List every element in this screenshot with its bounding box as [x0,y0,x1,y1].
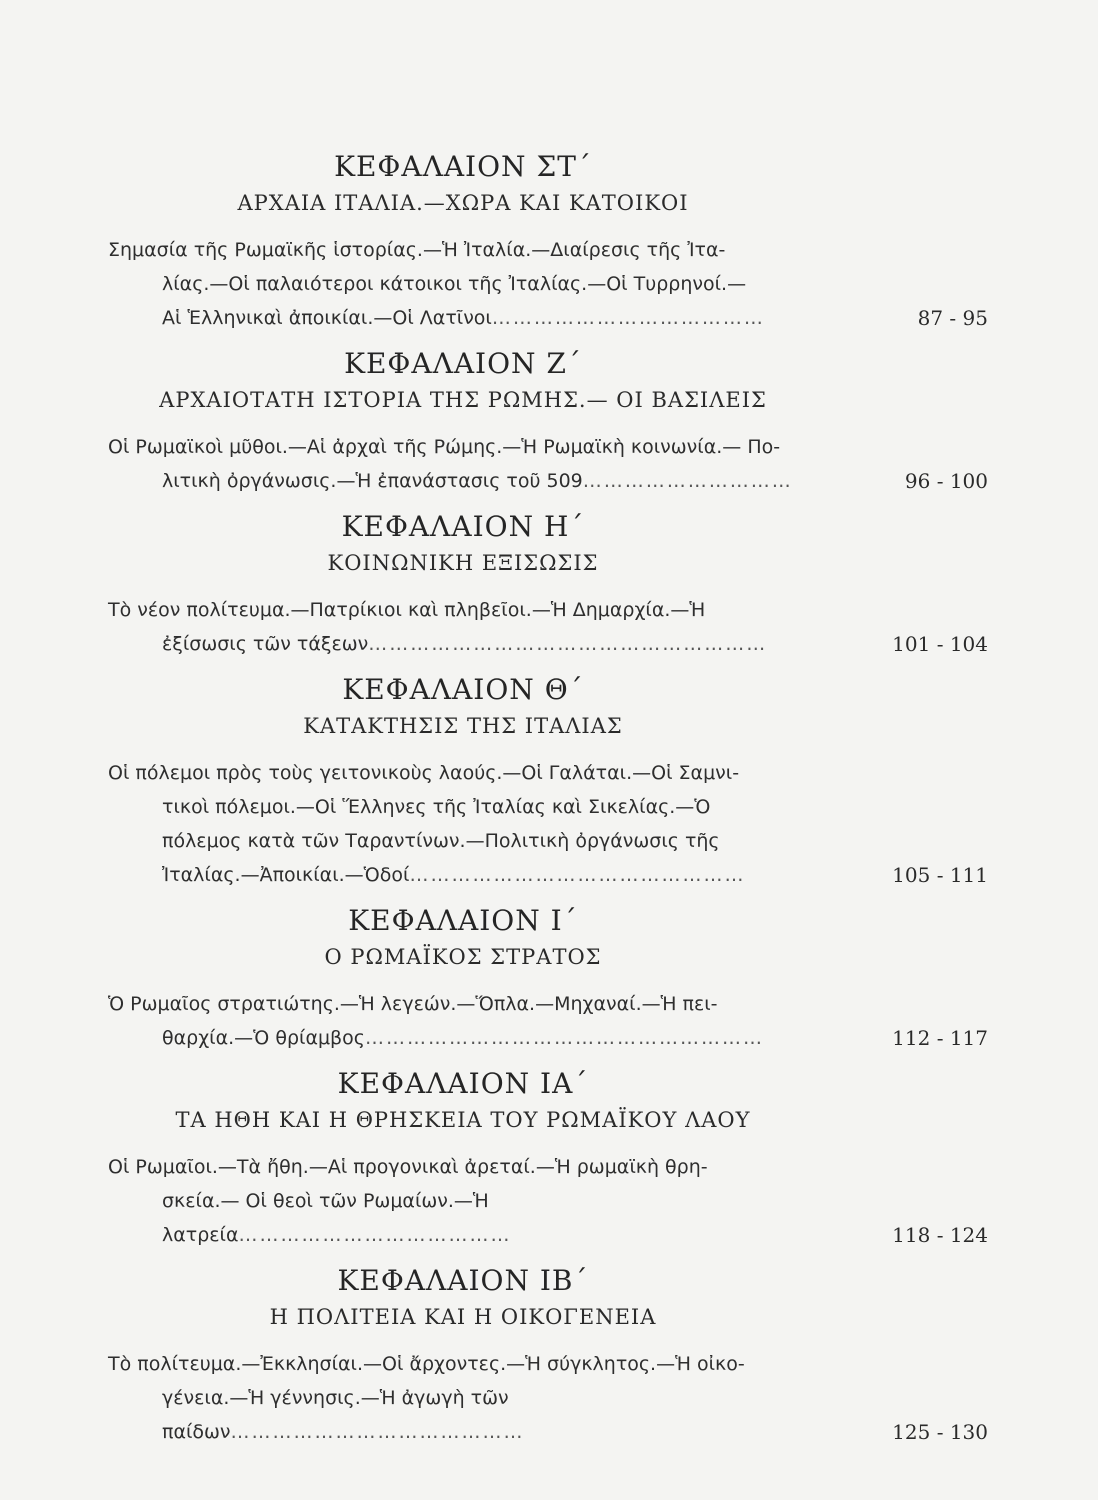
chapter-8 [108,510,988,661]
entry-line: Οἱ πόλεμοι πρὸς τοὺς γειτονικοὺς λαούς.—Οἱ Γαλάται.—Οἱ Σαμνι- [108,762,740,784]
leader-dots: ………………………………………… [409,864,746,886]
chapter-9 [108,673,988,892]
chapter-entry [108,987,988,1055]
entry-line: λιτικὴ ὀργάνωσις.—Ἡ ἐπανάστασις τοῦ 509………………………… [162,470,793,492]
chapter-title: ΚΕΦΑΛΑΙΟΝ Ζ΄ [344,347,582,380]
leader-dots: ………………………………………………… [368,633,768,655]
chapter-title: ΚΕΦΑΛΑΙΟΝ ΙΑ΄ [337,1067,589,1100]
entry-line: λίας.—Οἱ παλαιότεροι κάτοικοι τῆς Ἰταλίας.—Οἱ Τυρρηνοί.— [162,273,747,295]
entry-line: Οἱ Ρωμαῖοι.—Τὰ ἤθη.—Αἱ προγονικαὶ ἀρεταί.—Ἡ ρωμαϊκὴ θρη- [108,1156,708,1178]
chapter-11 [108,1067,988,1252]
entry-line: Τὸ πολίτευμα.—Ἐκκλησίαι.—Οἱ ἄρχοντες.—Ἡ σύγκλητος.—Ἡ οἰκο- [108,1353,745,1375]
chapter-entry [108,430,988,498]
leader-dots: …………………………………… [230,1421,525,1443]
chapter-subtitle: Ο ΡΩΜΑΪΚΟΣ ΣΤΡΑΤΟΣ [324,945,602,969]
entry-line: Αἱ Ἑλληνικαὶ ἀποικίαι.—Οἱ Λατῖνοι………………………………… [162,307,765,329]
chapter-subtitle: ΑΡΧΑΙΑ ΙΤΑΛΙΑ.—ΧΩΡΑ ΚΑΙ ΚΑΤΟΙΚΟΙ [237,191,689,215]
chapter-title: ΚΕΦΑΛΑΙΟΝ ΙΒ΄ [337,1264,589,1297]
chapter-title: ΚΕΦΑΛΑΙΟΝ Ι΄ [348,904,578,937]
chapter-title: ΚΕΦΑΛΑΙΟΝ Η΄ [341,510,585,543]
leader-dots: ………………………… [582,470,793,492]
leader-dots: ………………………………………………… [364,1027,764,1049]
entry-line: πόλεμος κατὰ τῶν Ταραντίνων.—Πολιτικὴ ὀργάνωσις τῆς [162,830,720,852]
chapter-7 [108,347,988,498]
page-range: 101 - 104 [892,632,988,656]
entry-line: θαρχία.—Ὁ θρίαμβος………………………………………………… [162,1027,764,1049]
chapter-title: ΚΕΦΑΛΑΙΟΝ ΣΤ΄ [334,150,592,183]
page-range: 105 - 111 [892,863,988,887]
chapter-entry [108,1150,988,1252]
entry-line: Ἰταλίας.—Ἀποικίαι.—Ὁδοί………………………………………… [162,864,746,886]
entry-line: Σημασία τῆς Ρωμαϊκῆς ἱστορίας.—Ἡ Ἰταλία.—Διαίρεσις τῆς Ἰτα- [108,239,726,261]
chapter-subtitle: Η ΠΟΛΙΤΕΙΑ ΚΑΙ Η ΟΙΚΟΓΕΝΕΙΑ [269,1305,657,1329]
page-range: 87 - 95 [917,306,988,330]
entry-line: Οἱ Ρωμαϊκοὶ μῦθοι.—Αἱ ἀρχαὶ τῆς Ρώμης.—Ἡ Ρωμαϊκὴ κοινωνία.— Πο- [108,436,781,458]
entry-line: σκεία.— Οἱ θεοὶ τῶν Ρωμαίων.—Ἡ λατρεία………………………………… [162,1190,512,1246]
entry-line: Τὸ νέον πολίτευμα.—Πατρίκιοι καὶ πληβεῖοι.—Ἡ Δημαρχία.—Ἡ [108,599,706,621]
chapter-entry [108,233,988,335]
chapter-subtitle: ΤΑ ΗΘΗ ΚΑΙ Η ΘΡΗΣΚΕΙΑ ΤΟΥ ΡΩΜΑΪΚΟΥ ΛΑΟΥ [175,1108,751,1132]
chapter-title: ΚΕΦΑΛΑΙΟΝ Θ΄ [342,673,584,706]
chapter-entry [108,756,988,892]
leader-dots: ………………………………… [491,307,765,329]
page-range: 125 - 130 [892,1420,988,1444]
leader-dots: ………………………………… [238,1224,512,1246]
entry-line: γένεια.—Ἡ γέννησις.—Ἡ ἀγωγὴ τῶν παίδων…………………………………… [162,1387,525,1443]
chapter-subtitle: ΚΟΙΝΩΝΙΚΗ ΕΞΙΣΩΣΙΣ [327,551,599,575]
chapter-entry [108,1347,988,1449]
entry-line: ἐξίσωσις τῶν τάξεων………………………………………………… [162,633,768,655]
chapter-6 [108,150,988,335]
chapter-10 [108,904,988,1055]
page-range: 112 - 117 [892,1026,988,1050]
page-range: 118 - 124 [892,1223,988,1247]
entry-line: τικοὶ πόλεμοι.—Οἱ Ἕλληνες τῆς Ἰταλίας καὶ Σικελίας.—Ὁ [162,796,711,818]
chapter-subtitle: ΚΑΤΑΚΤΗΣΙΣ ΤΗΣ ΙΤΑΛΙΑΣ [303,714,623,738]
chapter-subtitle: ΑΡΧΑΙΟΤΑΤΗ ΙΣΤΟΡΙΑ ΤΗΣ ΡΩΜΗΣ.— ΟΙ ΒΑΣΙΛΕΙΣ [159,388,767,412]
chapter-12 [108,1264,988,1449]
chapter-entry [108,593,988,661]
page-range: 96 - 100 [904,469,988,493]
entry-line: Ὁ Ρωμαῖος στρατιώτης.—Ἡ λεγεών.—Ὅπλα.—Μηχαναί.—Ἡ πει- [108,993,718,1015]
table-of-contents [108,140,988,1461]
